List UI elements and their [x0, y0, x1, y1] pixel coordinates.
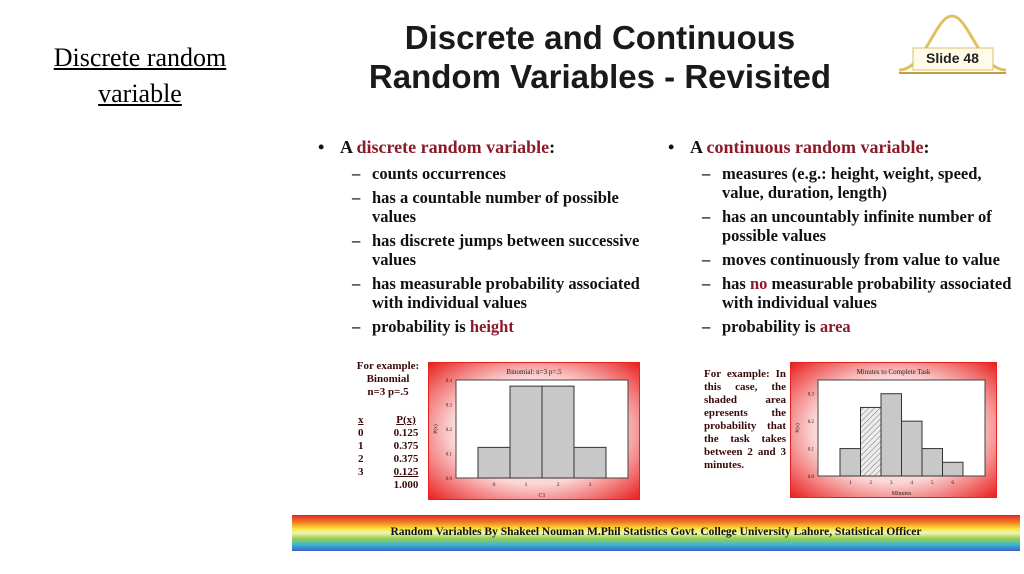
discrete-term: discrete random variable	[356, 137, 550, 157]
table-row	[358, 427, 426, 440]
point-text: has a countable number of possible values	[372, 188, 619, 226]
continuous-heading	[668, 138, 1013, 157]
y-tick-label: 0.2	[445, 428, 452, 433]
footer-text: Random Variables By Shakeel Nouman M.Phil Statistics Govt. College University Lahore, Statistical Officer	[390, 526, 922, 538]
footer-banner	[292, 515, 1020, 551]
bar	[881, 394, 902, 476]
y-axis-label: P(x)	[795, 423, 801, 433]
continuous-column	[668, 138, 1013, 341]
bar	[943, 462, 964, 476]
bell-curve-icon	[895, 10, 1010, 80]
y-tick-label: 0.3	[445, 403, 452, 409]
bar	[922, 449, 943, 476]
highlight-word: no	[749, 274, 768, 293]
x-tick-label: 3	[588, 482, 592, 488]
continuous-term: continuous random variable	[706, 137, 924, 157]
colon: :	[549, 137, 556, 157]
colon: :	[923, 137, 930, 157]
binomial-example-label	[348, 360, 428, 399]
point-text: measures (e.g.: height, weight, speed, value, duration, length)	[722, 164, 982, 202]
point-text: has measurable probability associated with individual values	[372, 274, 640, 312]
example-line: For example:	[356, 360, 420, 372]
cell-p: 0.375	[393, 440, 419, 452]
point-text: counts occurrences	[372, 164, 506, 183]
point-text: has	[722, 274, 750, 293]
slide-title-line1: Discrete and Continuous	[404, 19, 796, 56]
bar	[542, 386, 574, 478]
bar	[574, 447, 606, 478]
cell-x: 0	[358, 427, 364, 439]
side-title	[30, 40, 250, 112]
highlight-word: area	[819, 317, 851, 336]
slide-title	[330, 18, 870, 96]
point-text: moves continuously from value to value	[722, 250, 1000, 269]
probability-table	[358, 414, 426, 492]
bullet-icon: •	[668, 137, 675, 157]
highlight-word: height	[469, 317, 514, 336]
header-p: P(x)	[396, 414, 416, 426]
side-title-line1: Discrete random	[53, 43, 227, 72]
table-row	[358, 466, 426, 479]
x-tick-label: 4	[910, 480, 914, 486]
list-item: – has no measurable probability associated with individual values	[702, 274, 1012, 312]
cell-p: 0.375	[393, 453, 419, 465]
list-item: – counts occurrences	[352, 164, 506, 183]
example-line: Binomial	[366, 373, 410, 385]
bullet-icon: •	[318, 137, 325, 157]
list-item: – has discrete jumps between successive values	[352, 231, 648, 269]
bar	[902, 421, 923, 476]
x-tick-label: 1	[524, 482, 528, 488]
point-text: has an uncountably infinite number of possible values	[722, 207, 992, 245]
x-tick-label: 3	[889, 480, 893, 486]
y-tick-label: 0.0	[807, 475, 814, 480]
minutes-histogram	[790, 362, 997, 498]
x-tick-label: 5	[930, 480, 934, 486]
table-header	[358, 414, 426, 427]
list-item: – has measurable probability associated with individual values	[352, 274, 648, 312]
cell-x: 2	[358, 453, 364, 465]
bar	[510, 386, 542, 478]
x-tick-label: 6	[951, 480, 955, 486]
x-axis-label: Minutes	[891, 491, 912, 497]
bar	[478, 447, 510, 478]
y-tick-label: 0.1	[807, 447, 814, 453]
lead-text: A	[690, 137, 707, 157]
slide-number-badge	[895, 10, 1010, 80]
point-text: probability is	[372, 317, 470, 336]
list-item: – moves continuously from value to value	[702, 250, 1000, 269]
slide-number: Slide 48	[926, 50, 979, 66]
discrete-heading	[318, 138, 648, 157]
list-item: – probability is height	[352, 317, 514, 336]
x-tick-label: 2	[556, 482, 560, 488]
y-tick-label: 0.2	[807, 420, 814, 426]
y-axis-label: P(x)	[433, 424, 439, 434]
bar	[840, 449, 861, 476]
chart-title: Binomial: n=3 p=.5	[506, 368, 562, 376]
slide-title-line2: Random Variables - Revisited	[368, 58, 832, 95]
cell-x: 1	[358, 440, 364, 452]
list-item: – probability is area	[702, 317, 851, 336]
x-axis-label: C1	[538, 493, 546, 499]
list-item: – measures (e.g.: height, weight, speed, value, duration, length)	[702, 164, 1013, 202]
shaded-bar	[861, 407, 882, 476]
chart-title: Minutes to Complete Task	[856, 368, 931, 376]
cell-total: 1.000	[393, 479, 419, 491]
y-tick-label: 0.4	[445, 379, 452, 384]
example-line: n=3 p=.5	[367, 386, 409, 398]
cell-x: 3	[358, 466, 364, 478]
x-tick-label: 0	[492, 482, 496, 488]
cell-p: 0.125	[393, 427, 419, 439]
y-tick-label: 0.3	[807, 392, 814, 398]
binomial-histogram	[428, 362, 640, 500]
y-tick-label: 0.1	[445, 452, 452, 458]
point-text: measurable probability associated with individual values	[722, 274, 1012, 312]
point-text: has discrete jumps between successive values	[372, 231, 640, 269]
side-title-line2: variable	[98, 79, 182, 108]
table-row	[358, 440, 426, 453]
continuous-example-text: For example: In this case, the shaded area epresents the probability that the task takes between 2 and 3 minutes.	[704, 368, 786, 471]
table-row	[358, 453, 426, 466]
lead-text: A	[340, 137, 357, 157]
point-text: probability is	[722, 317, 820, 336]
cell-p: 0.125	[393, 466, 419, 478]
discrete-column	[318, 138, 648, 341]
x-tick-label: 1	[848, 480, 852, 486]
table-total	[358, 479, 426, 492]
x-tick-label: 2	[869, 480, 873, 486]
list-item: – has a countable number of possible values	[352, 188, 648, 226]
list-item: – has an uncountably infinite number of possible values	[702, 207, 1013, 245]
header-x: x	[358, 414, 364, 426]
y-tick-label: 0.0	[445, 477, 452, 482]
